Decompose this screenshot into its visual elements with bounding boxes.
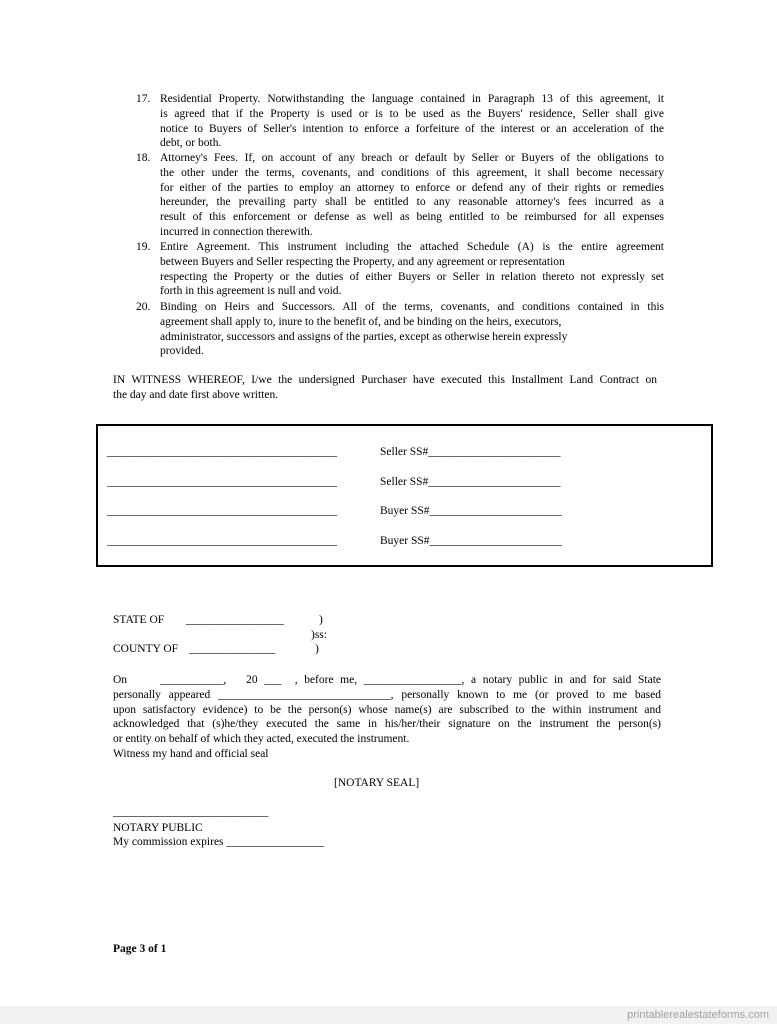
notary-seal-placeholder: [NOTARY SEAL] — [334, 777, 420, 789]
ss-number-line[interactable]: _______________________ — [428, 476, 561, 488]
ss-label: Buyer SS# — [380, 535, 430, 547]
signature-line[interactable]: ________________________________________ — [107, 476, 337, 488]
signature-row-buyer-2 — [107, 535, 562, 547]
commission-expires: My commission expires _________________ — [113, 836, 325, 848]
clause-line: is agreed that if the Property is used or is to be used as the Buyers' residence, Seller shall give — [160, 107, 664, 120]
clause-line: administrator, successors and assigns of the parties, except as otherwise herein expressly — [160, 330, 568, 343]
ss-number-line[interactable]: _______________________ — [428, 446, 561, 458]
notary-line: upon satisfactory evidence) to be the person(s) whose name(s) are subscribed to the within instrument and — [113, 703, 661, 716]
clause-19 — [136, 240, 666, 300]
page-number: Page 3 of 1 — [113, 943, 167, 955]
clause-line: notice to Buyers of Seller's intention to enforce a forfeiture of the interest or an acceleration of the — [160, 122, 664, 135]
ss-label: Seller SS# — [380, 476, 429, 488]
clause-17 — [136, 92, 666, 152]
ss-label: Buyer SS# — [380, 505, 430, 517]
witness-paragraph — [113, 373, 657, 403]
clause-line: result of this enforcement or defense as well as being entitled to be reimbursed for all expenses — [160, 211, 664, 224]
clause-line: for either of the parties to employ an attorney to enforce or defend any of their rights or remedies — [160, 181, 664, 194]
county-field[interactable]: _______________ — [189, 643, 276, 655]
clause-line: respecting the Property or the duties of either Buyers or Seller in relation thereto not expressly set — [160, 270, 664, 283]
clause-number: 18. — [136, 152, 151, 164]
state-field[interactable]: _________________ — [186, 614, 284, 626]
clause-line: Entire Agreement. This instrument including the attached Schedule (A) is the entire agreement — [160, 241, 664, 253]
notary-signature-line[interactable]: ___________________________ — [113, 806, 269, 818]
clause-20 — [136, 300, 666, 360]
notary-public-title: NOTARY PUBLIC — [113, 822, 203, 834]
clause-line: between Buyers and Seller respecting the Property, and any agreement or representation — [160, 255, 565, 268]
signature-row-buyer-1 — [107, 505, 562, 517]
notary-line: personally appeared ______________________________, personally known to me (or proved to me based — [113, 688, 661, 701]
county-paren: ) — [315, 643, 319, 655]
signature-row-seller-1 — [107, 446, 561, 458]
signature-line[interactable]: ________________________________________ — [107, 446, 337, 458]
clause-line: debt, or both. — [160, 137, 222, 150]
signature-box — [96, 424, 713, 567]
clause-line: forth in this agreement is null and void. — [160, 285, 342, 298]
ss-number-line[interactable]: _______________________ — [429, 535, 562, 547]
clause-line: agreement shall apply to, inure to the benefit of, and be binding on the heirs, executors, — [160, 315, 562, 328]
clause-line: hereunder, the prevailing party shall be entitled to any reasonable attorney's fees incurred as a — [160, 196, 664, 209]
clause-line: provided. — [160, 345, 204, 358]
witness-line: the day and date first above written. — [113, 388, 279, 401]
clause-number: 19. — [136, 241, 151, 253]
notary-line: acknowledged that (s)he/they executed the same in his/her/their signature on the instrument the person(s) — [113, 718, 661, 731]
signature-row-seller-2 — [107, 476, 561, 488]
clause-number: 20. — [136, 301, 151, 313]
notary-line: or entity on behalf of which they acted, executed the instrument. — [113, 733, 410, 746]
clause-line: Attorney's Fees. If, on account of any breach or default by Seller or Buyers of the obligations to — [160, 152, 664, 164]
ss-number-line[interactable]: _______________________ — [429, 505, 562, 517]
footer-url: printablerealestateforms.com — [627, 1009, 769, 1021]
clause-18 — [136, 151, 666, 240]
clause-line: Residential Property. Notwithstanding the language contained in Paragraph 13 of this agreement, it — [160, 93, 664, 105]
notary-line: Witness my hand and official seal — [113, 747, 269, 760]
ss-label: Seller SS# — [380, 446, 429, 458]
ss-marker: )ss: — [311, 629, 327, 641]
witness-line: IN WITNESS WHEREOF, I/we the undersigned Purchaser have executed this Installment Land Contract on — [113, 374, 657, 386]
signature-line[interactable]: ________________________________________ — [107, 505, 337, 517]
clause-line: the other under the terms, covenants, and conditions of this agreement, it shall become necessary — [160, 166, 664, 179]
state-paren: ) — [319, 614, 323, 626]
clause-line: incurred in connection therewith. — [160, 225, 313, 238]
clause-line: Binding on Heirs and Successors. All of the terms, covenants, and conditions contained in this — [160, 301, 664, 313]
clause-number: 17. — [136, 93, 151, 105]
notary-line: On ___________, 20 ___ , before me, _________________, a notary public in and for said State — [113, 674, 661, 686]
county-label: COUNTY OF — [113, 643, 179, 655]
notary-acknowledgment — [113, 673, 661, 762]
state-label: STATE OF — [113, 614, 165, 626]
signature-line[interactable]: ________________________________________ — [107, 535, 337, 547]
